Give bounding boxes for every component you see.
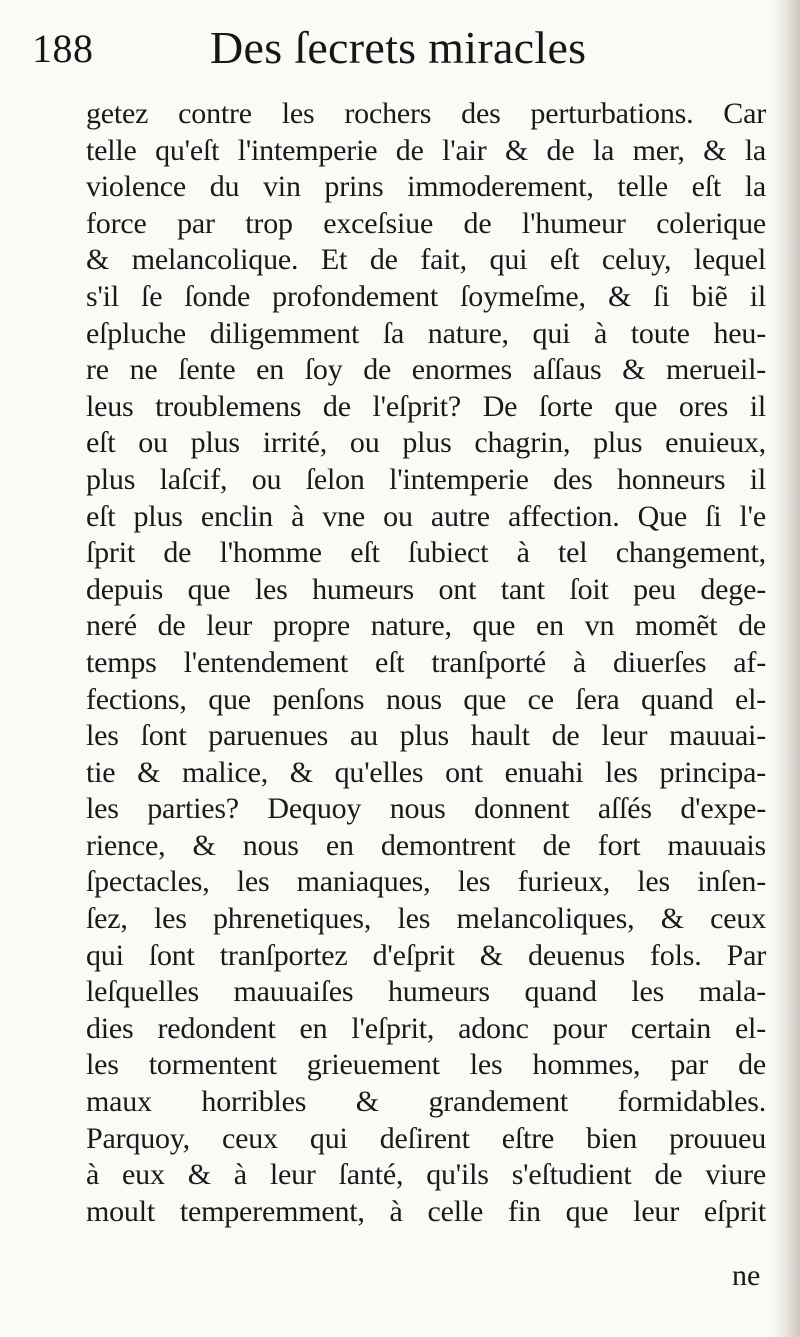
text-line: les ſont paruenues au plus hault de leur mauuai- [86,719,766,753]
text-line: force par trop exceſsiue de l'humeur colerique [86,206,766,240]
running-head: Des ſecrets miracles [210,22,587,73]
text-line: rience, & nous en demontrent de fort mauuais [86,828,766,862]
text-line: telle qu'eſt l'intemperie de l'air & de la mer, & la [86,133,766,167]
text-line: plus laſcif, ou ſelon l'intemperie des honneurs il [86,462,766,496]
text-line: Parquoy, ceux qui deſirent eſtre bien prouueu [86,1121,766,1155]
text-line: tie & malice, & qu'elles ont enuahi les principa- [86,755,766,789]
text-line: leus troublemens de l'eſprit? De ſorte que ores il [86,389,766,423]
catchword: ne [732,1259,761,1292]
text-line: eſt ou plus irrité, ou plus chagrin, plus enuieux, [86,426,766,460]
page-header [32,20,752,80]
text-line: neré de leur propre nature, que en vn momẽt de [86,609,766,643]
page-number: 188 [32,26,94,71]
text-line: moult temperemment, à celle fin que leur eſprit [86,1194,766,1228]
page-gutter-shadow [772,0,800,1337]
text-line: re ne ſente en ſoy de enormes aſſaus & merueil- [86,353,766,387]
text-line: les tormentent grieuement les hommes, par de [86,1048,766,1082]
text-line: fections, que penſons nous que ce ſera quand el- [86,682,766,716]
text-line: & melancolique. Et de fait, qui eſt celuy, lequel [86,243,766,277]
text-line: ſez, les phrenetiques, les melancoliques, & ceux [86,902,766,936]
text-line: depuis que les humeurs ont tant ſoit peu dege- [86,572,766,606]
text-line: violence du vin prins immoderement, telle eſt la [86,170,766,204]
text-line: maux horribles & grandement formidables. [86,1085,766,1119]
text-line: les parties? Dequoy nous donnent aſſés d'expe- [86,792,766,826]
text-line: dies redondent en l'eſprit, adonc pour certain el- [86,1011,766,1045]
text-line: ſpectacles, les maniaques, les furieux, les inſen- [86,865,766,899]
text-line: s'il ſe ſonde profondement ſoymeſme, & ſi biẽ il [86,279,766,313]
text-line: eſt plus enclin à vne ou autre affection. Que ſi l'e [86,499,766,533]
text-line: à eux & à leur ſanté, qu'ils s'eſtudient de viure [86,1158,766,1192]
text-line: leſquelles mauuaiſes humeurs quand les mala- [86,975,766,1009]
text-line: qui ſont tranſportez d'eſprit & deuenus fols. Par [86,938,766,972]
body-text [86,96,766,1230]
text-line: ſprit de l'homme eſt ſubiect à tel changement, [86,536,766,570]
text-line: eſpluche diligemment ſa nature, qui à toute heu- [86,316,766,350]
text-line: temps l'entendement eſt tranſporté à diuerſes af- [86,645,766,679]
text-line: getez contre les rochers des perturbations. Car [86,97,766,130]
